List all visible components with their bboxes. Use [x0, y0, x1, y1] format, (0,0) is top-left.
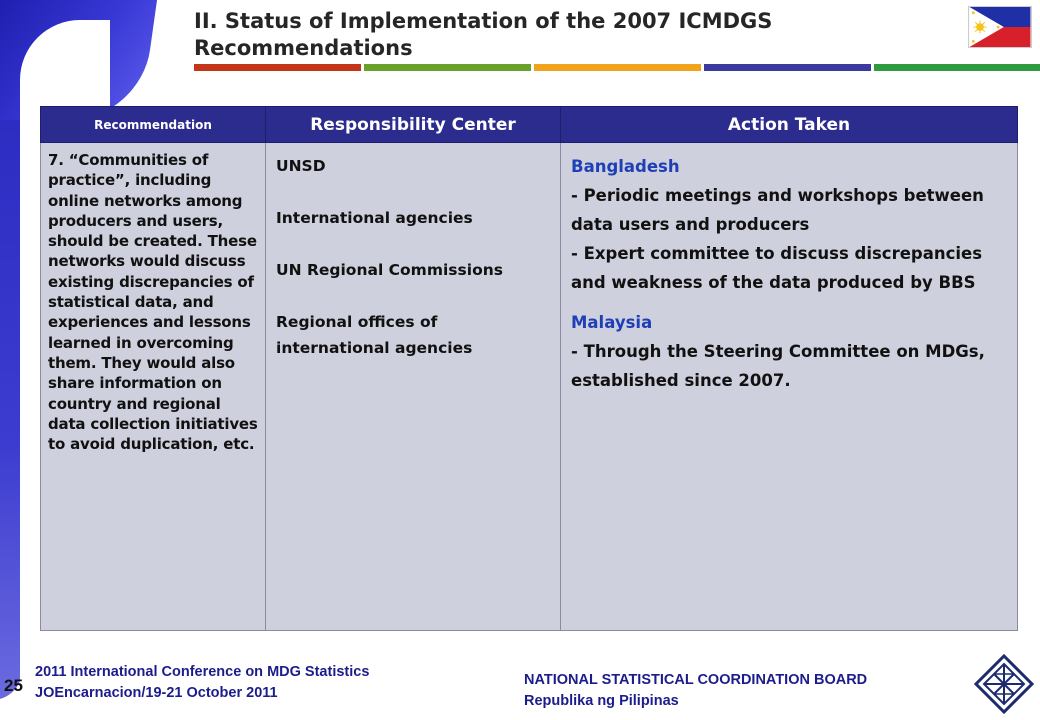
action-item: - Expert committee to discuss discrepancies and weakness of the data produced by BBS — [571, 244, 983, 292]
footer-country-name: Republika ng Pilipinas — [524, 693, 679, 709]
responsibility-item: UNSD — [276, 157, 326, 175]
color-segment-red — [194, 64, 361, 71]
responsibility-item: Regional offices of international agencies — [276, 313, 473, 357]
color-segment-indigo — [704, 64, 871, 71]
recommendations-table — [40, 106, 1018, 631]
table-header-row — [41, 107, 1018, 143]
table-row — [41, 143, 1018, 631]
action-cell — [561, 143, 1018, 631]
color-segment-green — [364, 64, 531, 71]
responsibility-cell — [266, 143, 561, 631]
footer-conference-info — [35, 662, 369, 704]
philippine-flag-icon — [968, 6, 1032, 48]
header-recommendation: Recommendation — [41, 107, 266, 143]
footer-org-name: NATIONAL STATISTICAL COORDINATION BOARD — [524, 672, 868, 688]
recommendation-cell: 7. “Communities of practice”, including online networks among producers and users, should be created. These networks would discuss existing discrepancies of statistical data, and experiences and lessons learned in overcoming them. They would also share information on country and regional data collection initiatives to avoid duplication, etc. — [41, 143, 266, 631]
action-item: - Through the Steering Committee on MDGs, established since 2007. — [571, 342, 985, 390]
responsibility-item: International agencies — [276, 209, 473, 227]
nscb-logo-icon — [974, 654, 1034, 714]
footer-conference-name: 2011 International Conference on MDG Statistics — [35, 664, 370, 680]
decorative-blue-strip — [0, 60, 22, 700]
action-item: - Periodic meetings and workshops between data users and producers — [571, 186, 984, 234]
header-responsibility-center: Responsibility Center — [266, 107, 561, 143]
country-name-malaysia: Malaysia — [571, 313, 653, 332]
footer-author-date: JOEncarnacion/19-21 October 2011 — [35, 685, 278, 701]
responsibility-item: UN Regional Commissions — [276, 261, 503, 279]
header-action-taken: Action Taken — [561, 107, 1018, 143]
title-color-bar — [194, 64, 1040, 71]
country-name-bangladesh: Bangladesh — [571, 157, 680, 176]
page-number: 25 — [4, 676, 23, 695]
slide-title: II. Status of Implementation of the 2007 ICMDGS Recommendations — [194, 9, 773, 60]
footer-organization — [524, 670, 867, 712]
color-segment-darkgreen — [874, 64, 1040, 71]
color-segment-orange — [534, 64, 701, 71]
